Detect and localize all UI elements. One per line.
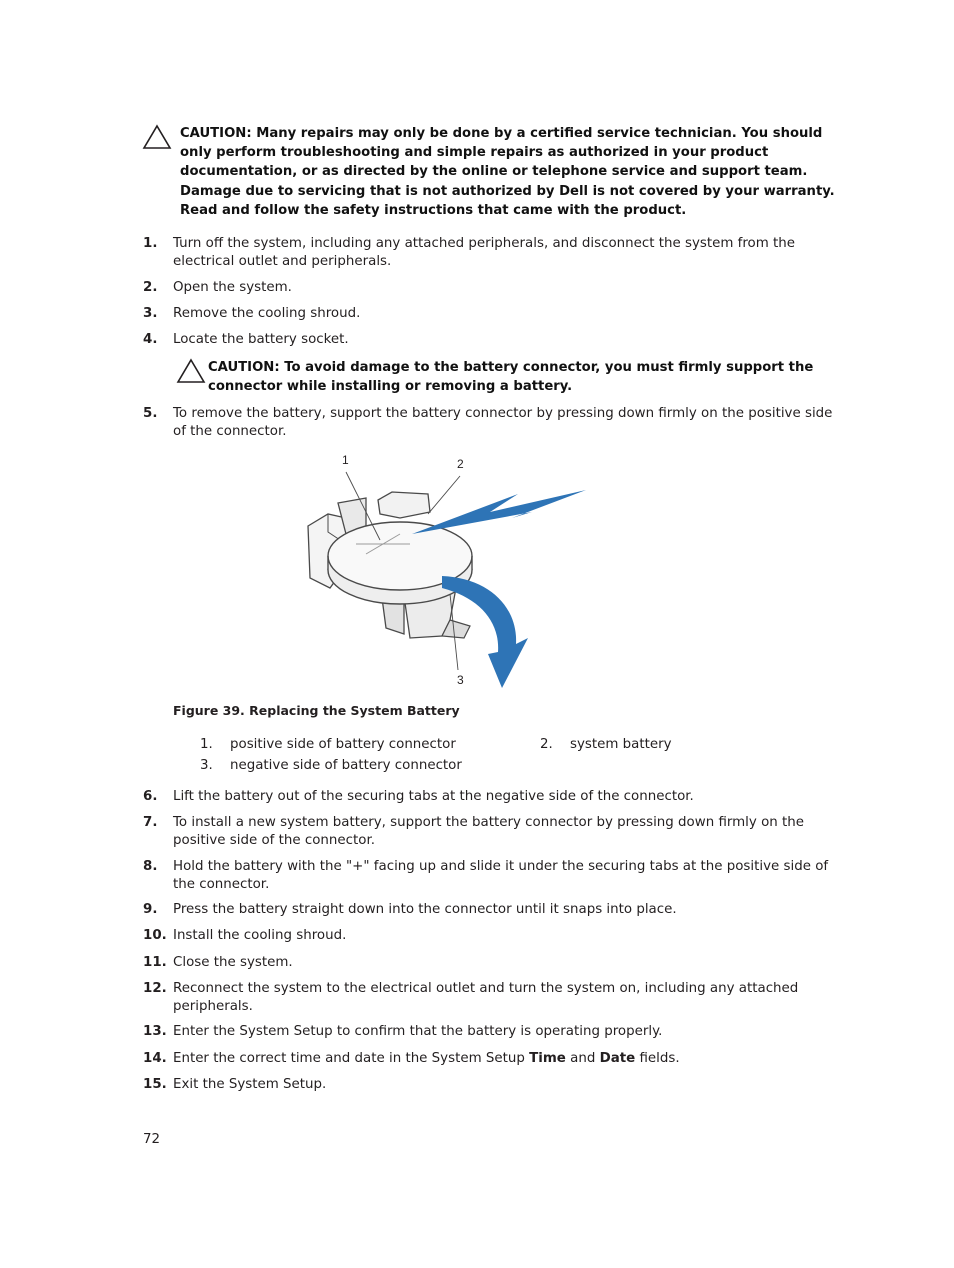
caution-notice <box>176 358 846 396</box>
step-number: 4. <box>143 332 158 347</box>
caution-triangle-icon <box>142 124 172 150</box>
step-text: Hold the battery with the "+" facing up and slide it under the securing tabs at the positive side of the connector. <box>173 859 829 892</box>
step-number: 3. <box>143 306 158 321</box>
step-number: 5. <box>143 406 158 421</box>
step-item <box>143 1076 843 1094</box>
step-item <box>143 980 843 1015</box>
step-number: 14. <box>143 1051 167 1066</box>
caution-text: CAUTION: Many repairs may only be done by a certified service technician. You should only perform troubleshooting and simple repairs as authorized in your product documentation, or as directed by the online or telephone service and support team. Damage due to servicing that is not authorized by Dell is not covered by your warranty. Read and follow the safety instructions that came with the product. <box>180 126 835 218</box>
field-name-date: Date <box>599 1051 636 1066</box>
step-item <box>143 814 843 849</box>
callout-1: 1 <box>342 453 349 467</box>
legend-label: positive side of battery connector <box>230 737 456 752</box>
step-item <box>143 901 843 919</box>
step-text <box>173 1050 843 1068</box>
step-number: 7. <box>143 815 158 830</box>
step-number: 10. <box>143 928 167 943</box>
callout-2: 2 <box>457 457 464 471</box>
caution-triangle-icon <box>176 358 206 384</box>
step-text: Press the battery straight down into the connector until it snaps into place. <box>173 902 677 917</box>
step-number: 8. <box>143 859 158 874</box>
step-number: 1. <box>143 236 158 251</box>
legend-number: 2. <box>540 737 553 752</box>
legend-label: negative side of battery connector <box>230 758 462 773</box>
step-number: 12. <box>143 981 167 996</box>
step-number: 2. <box>143 280 158 295</box>
step-text: Exit the System Setup. <box>173 1077 327 1092</box>
step-item <box>143 927 843 945</box>
figure-legend-item <box>200 757 462 774</box>
step-text-part: fields. <box>635 1051 680 1066</box>
step-item <box>143 235 843 270</box>
step-item <box>143 331 843 349</box>
step-text: Reconnect the system to the electrical outlet and turn the system on, including any attached peripherals. <box>173 981 799 1014</box>
step-item <box>143 954 843 972</box>
step-number: 6. <box>143 789 158 804</box>
field-name-time: Time <box>529 1051 566 1066</box>
legend-label: system battery <box>570 737 672 752</box>
step-number: 13. <box>143 1024 167 1039</box>
step-item <box>143 279 843 297</box>
legend-number: 1. <box>200 737 213 752</box>
step-item <box>143 1023 843 1041</box>
step-item <box>143 305 843 323</box>
battery-illustration <box>300 448 600 693</box>
figure-caption: Figure 39. Replacing the System Battery <box>173 703 460 718</box>
step-text-part: and <box>565 1051 600 1066</box>
step-text: To remove the battery, support the battery connector by pressing down firmly on the positive side of the connector. <box>173 406 833 439</box>
step-item <box>143 788 843 806</box>
step-text: Remove the cooling shroud. <box>173 306 361 321</box>
step-text: Open the system. <box>173 280 292 295</box>
step-item <box>143 1050 843 1068</box>
step-text: Close the system. <box>173 955 293 970</box>
page-number: 72 <box>143 1132 161 1147</box>
step-item <box>143 858 843 893</box>
callout-3: 3 <box>457 673 464 687</box>
caution-notice <box>142 124 842 220</box>
figure-legend-item <box>540 736 672 753</box>
step-text: Turn off the system, including any attached peripherals, and disconnect the system from the electrical outlet and peripherals. <box>173 236 796 269</box>
step-number: 11. <box>143 955 167 970</box>
step-item <box>143 405 843 440</box>
legend-number: 3. <box>200 758 213 773</box>
step-text-part: Enter the correct time and date in the System Setup <box>173 1051 530 1066</box>
figure-legend-item <box>200 736 456 753</box>
step-text: Enter the System Setup to confirm that the battery is operating properly. <box>173 1024 663 1039</box>
step-number: 9. <box>143 902 158 917</box>
step-text: Locate the battery socket. <box>173 332 349 347</box>
step-text: Lift the battery out of the securing tabs at the negative side of the connector. <box>173 789 694 804</box>
caution-text: CAUTION: To avoid damage to the battery connector, you must firmly support the connector while installing or removing a battery. <box>208 360 814 395</box>
step-text: Install the cooling shroud. <box>173 928 347 943</box>
step-number: 15. <box>143 1077 167 1092</box>
step-text: To install a new system battery, support the battery connector by pressing down firmly on the positive side of the connector. <box>173 815 804 848</box>
